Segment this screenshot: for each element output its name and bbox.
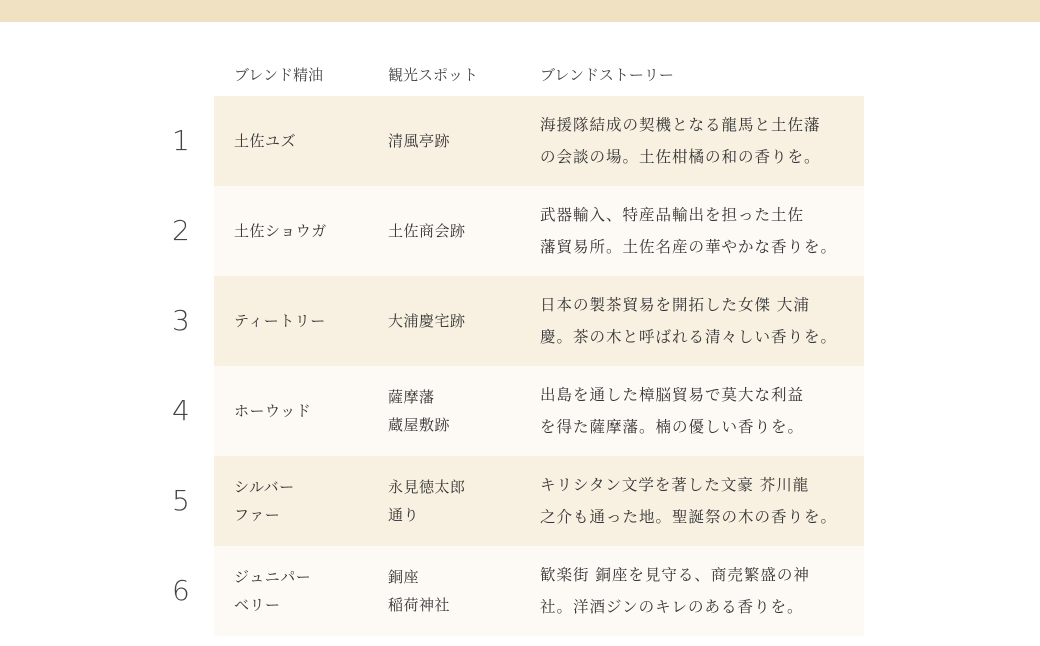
blend-oil-name: ティートリー <box>234 312 326 330</box>
spot-name: 大浦慶宅跡 <box>388 312 466 330</box>
story-cell <box>540 456 850 546</box>
blend-table <box>0 96 1040 636</box>
story-text: 歓楽街 銅座を見守る、商売繁盛の神 社。洋酒ジンのキレのある香りを。 <box>540 566 810 616</box>
table-row <box>0 276 1040 366</box>
spot-cell <box>388 96 528 186</box>
blend-oil-cell <box>234 546 374 636</box>
spot-cell <box>388 456 528 546</box>
blend-oil-cell <box>234 276 374 366</box>
row-number: 2 <box>172 214 190 247</box>
spot-name: 土佐商会跡 <box>388 222 466 240</box>
row-number: 3 <box>172 304 190 337</box>
story-text: 海援隊結成の契機となる龍馬と土佐藩 の会談の場。土佐柑橘の和の香りを。 <box>540 116 821 166</box>
row-number: 5 <box>172 484 190 517</box>
blend-oil-name: 土佐ショウガ <box>234 222 327 240</box>
story-cell <box>540 186 850 276</box>
blend-oil-cell <box>234 366 374 456</box>
column-header-blend-oil: ブレンド精油 <box>234 66 324 84</box>
blend-oil-cell <box>234 96 374 186</box>
table-header <box>0 60 1040 88</box>
spot-name: 銅座 稲荷神社 <box>388 568 451 614</box>
spot-cell <box>388 546 528 636</box>
story-cell <box>540 276 850 366</box>
table-row <box>0 366 1040 456</box>
story-cell <box>540 366 850 456</box>
story-text: キリシタン文学を著した文豪 芥川龍 之介も通った地。聖誕祭の木の香りを。 <box>540 476 838 526</box>
blend-oil-name: ジュニパー ベリー <box>234 568 312 614</box>
blend-oil-cell <box>234 456 374 546</box>
story-text: 日本の製茶貿易を開拓した女傑 大浦 慶。茶の木と呼ばれる清々しい香りを。 <box>540 296 838 346</box>
blend-oil-name: ホーウッド <box>234 402 312 420</box>
row-number: 1 <box>172 124 190 157</box>
table-row <box>0 96 1040 186</box>
story-cell <box>540 546 850 636</box>
table-row <box>0 456 1040 546</box>
story-cell <box>540 96 850 186</box>
blend-oil-name: 土佐ユズ <box>234 132 297 150</box>
spot-cell <box>388 276 528 366</box>
spot-cell <box>388 366 528 456</box>
blend-oil-name: シルバー ファー <box>234 478 295 524</box>
table-row <box>0 186 1040 276</box>
column-header-blend-story: ブレンドストーリー <box>540 66 674 84</box>
top-decorative-band <box>0 0 1040 22</box>
spot-cell <box>388 186 528 276</box>
row-number: 4 <box>172 394 190 427</box>
story-text: 武器輸入、特産品輸出を担った土佐 藩貿易所。土佐名産の華やかな香りを。 <box>540 206 838 256</box>
blend-oil-cell <box>234 186 374 276</box>
spot-name: 清風亭跡 <box>388 132 451 150</box>
spot-name: 永見徳太郎 通り <box>388 478 466 524</box>
column-header-sightseeing-spot: 観光スポット <box>388 66 479 84</box>
row-number: 6 <box>172 574 190 607</box>
story-text: 出島を通した樟脳貿易で莫大な利益 を得た薩摩藩。楠の優しい香りを。 <box>540 386 805 436</box>
spot-name: 薩摩藩 蔵屋敷跡 <box>388 388 451 434</box>
table-row <box>0 546 1040 636</box>
